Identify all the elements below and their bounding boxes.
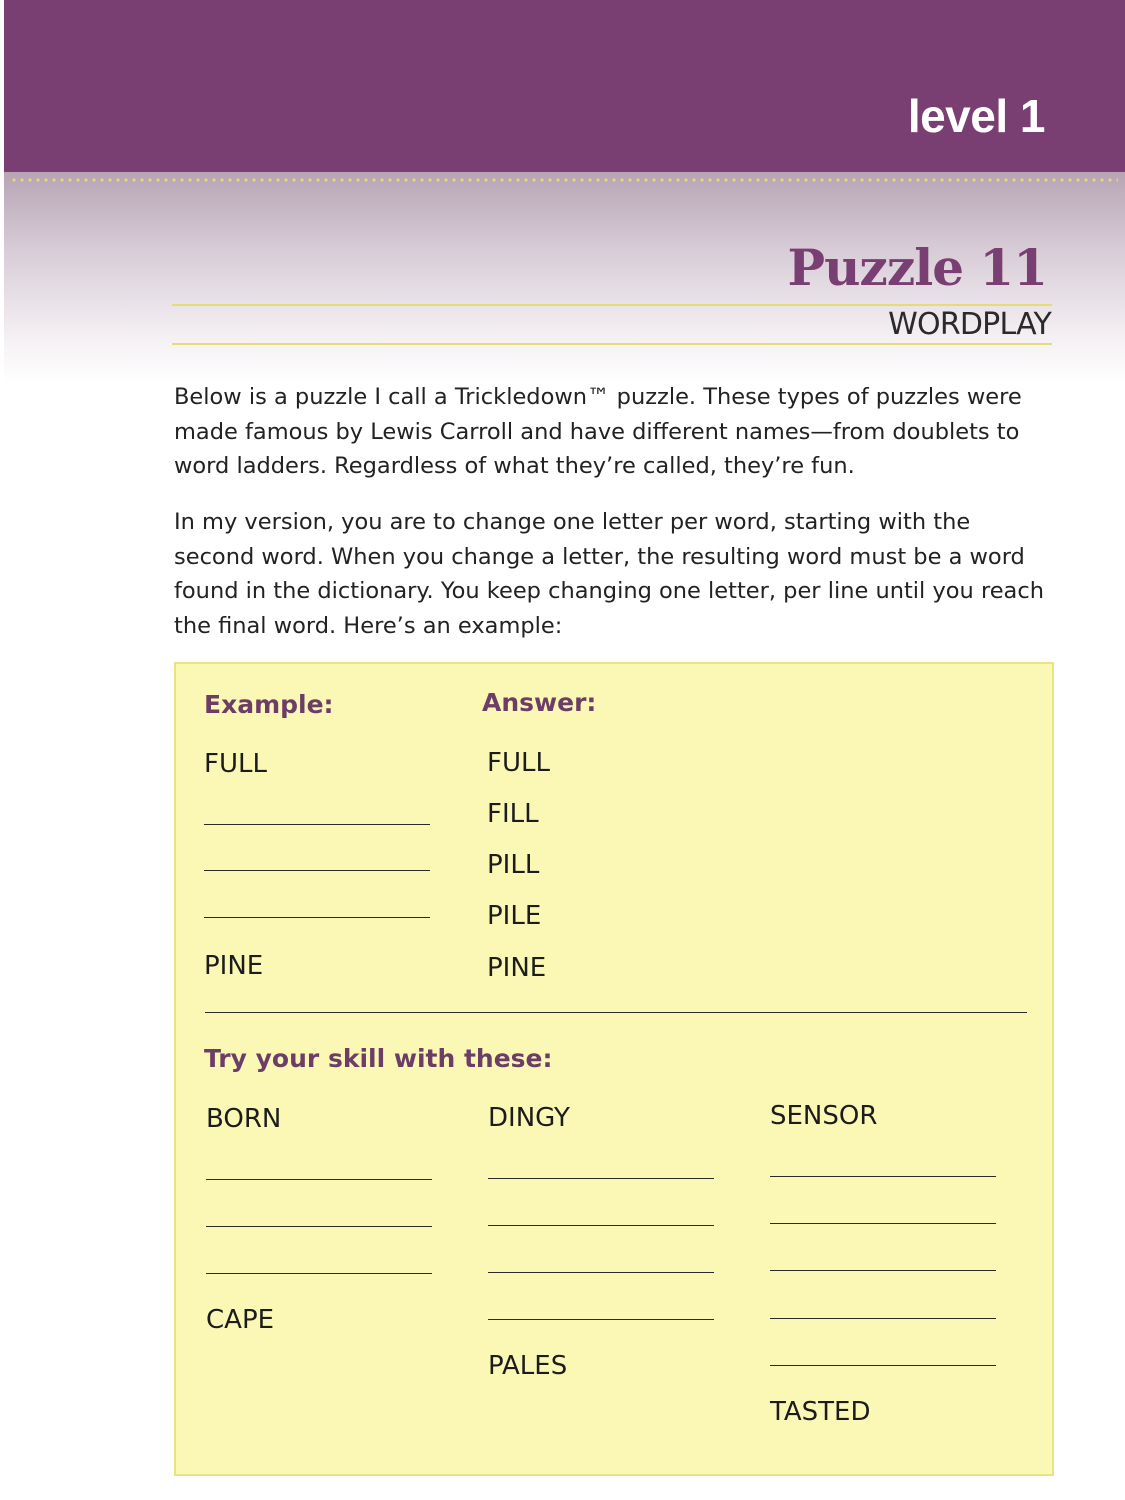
intro-paragraph-2: In my version, you are to change one letter per word, starting with the second word. When you change a letter, the resulting word must be a word found in the dictionary. You keep changing one letter, per line until you reach the final word. Here’s an example: [174,509,1044,639]
practice-3-blank-4[interactable] [770,1318,996,1319]
practice-3-blank-3[interactable] [770,1270,996,1271]
practice-1-start-word: BORN [206,1104,282,1134]
practice-2-end-word: PALES [488,1351,568,1381]
puzzle-title: Puzzle 11 [787,238,1047,297]
dotted-divider [10,178,1118,182]
answer-word: PINE [487,953,547,983]
practice-2-blank-4[interactable] [488,1319,714,1320]
practice-3-start-word: SENSOR [770,1101,878,1131]
answer-word: FILL [487,799,539,829]
answer-heading: Answer: [482,688,597,717]
example-start-word: FULL [204,749,267,779]
header-banner [4,0,1125,172]
section-divider [205,1012,1027,1013]
answer-word: PILE [487,901,542,931]
practice-1-blank-2[interactable] [206,1226,432,1227]
practice-1-end-word: CAPE [206,1305,275,1335]
practice-2-start-word: DINGY [488,1103,570,1133]
example-blank-1[interactable] [204,824,430,825]
example-blank-2[interactable] [204,870,430,871]
practice-2-blank-2[interactable] [488,1225,714,1226]
answer-word: PILL [487,850,540,880]
title-rule-bottom [172,343,1052,345]
practice-2-blank-3[interactable] [488,1272,714,1273]
practice-3-blank-2[interactable] [770,1223,996,1224]
intro-paragraph-1: Below is a puzzle I call a Trickledown™ puzzle. These types of puzzles were made famous by Lewis Carroll and have different names—from doublets to word ladders. Regardless of what they’re called, they’re fun. [174,384,1022,479]
practice-1-blank-1[interactable] [206,1179,432,1180]
practice-heading: Try your skill with these: [204,1044,553,1073]
category-label: WORDPLAY [888,307,1051,342]
practice-3-blank-1[interactable] [770,1176,996,1177]
practice-3-end-word: TASTED [770,1397,871,1427]
example-end-word: PINE [204,951,264,981]
example-heading: Example: [204,690,334,719]
practice-1-blank-3[interactable] [206,1273,432,1274]
practice-3-blank-5[interactable] [770,1365,996,1366]
puzzle-panel [174,662,1054,1476]
example-blank-3[interactable] [204,917,430,918]
practice-2-blank-1[interactable] [488,1178,714,1179]
answer-word: FULL [487,748,550,778]
level-label: level 1 [907,90,1045,142]
